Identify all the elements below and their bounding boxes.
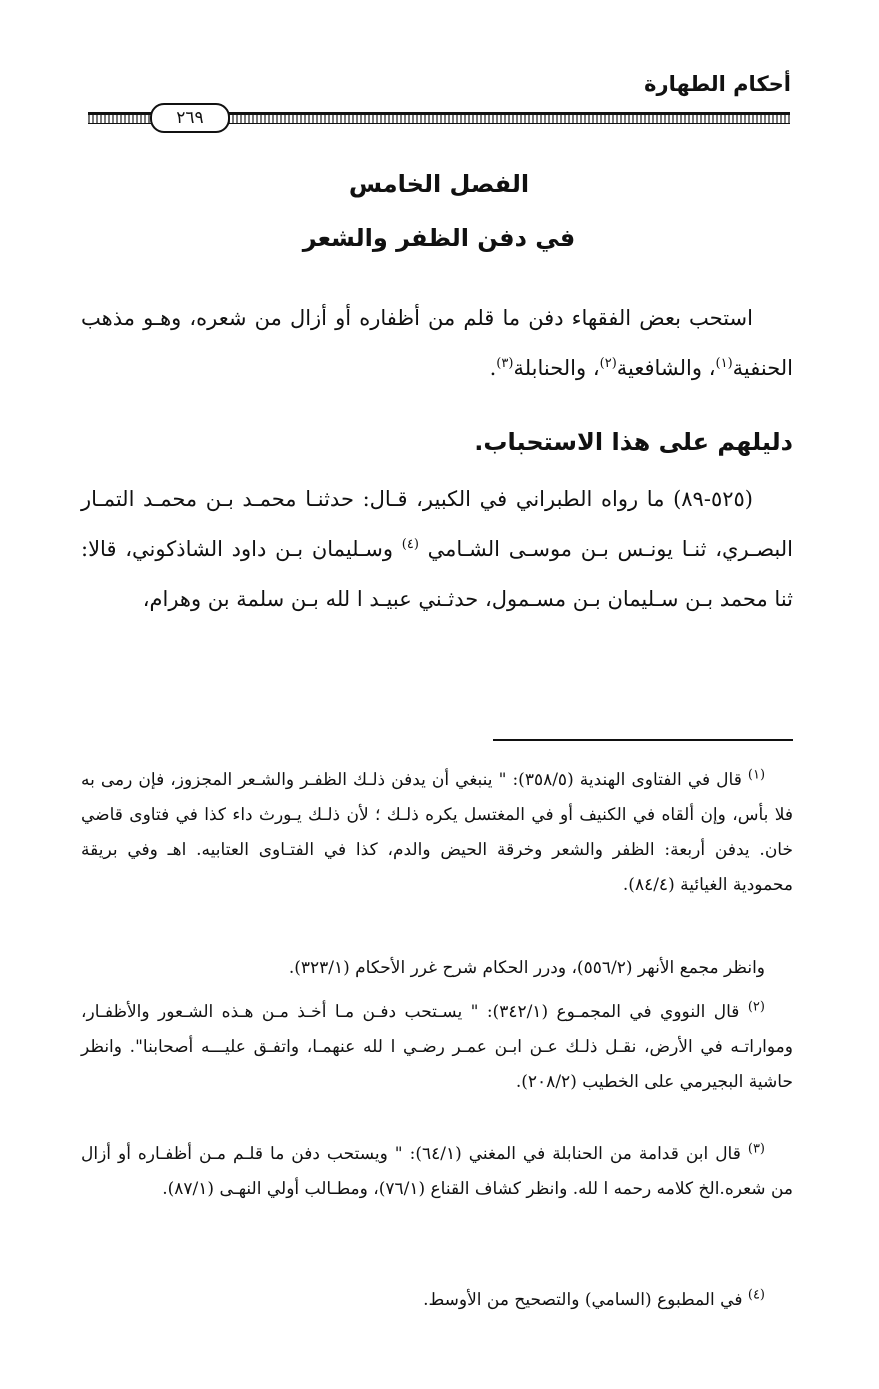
- footnote-separator: [493, 739, 793, 741]
- section-heading: دليلهم على هذا الاستحباب.: [474, 428, 793, 456]
- footnote-4-text: في المطبوع (السامي) والتصحيح من الأوسط.: [423, 1290, 743, 1310]
- footnote-1-marker: (١): [747, 767, 766, 783]
- footnote-ref-4[interactable]: (٤): [401, 537, 419, 552]
- hadith-text-b: وسـليمان بـن داود الشاذكوني، قالا: ثنا محمد بـن سـليمان بـن مسـمول، حدثـني عبيـد ا لله بـن سلمة بن وهرام،: [81, 537, 793, 611]
- footnote-ref-1[interactable]: (١): [715, 356, 733, 371]
- footnote-ref-3[interactable]: (٣): [496, 356, 514, 371]
- footnote-4: [81, 1283, 793, 1318]
- footnote-2-marker: (٢): [747, 999, 765, 1015]
- footnote-3-text: قال ابن قدامة من الحنابلة في المغني (٦٤/١): " ويستحب دفن ما قلـم مـن أظفـاره أو أزال من شعره.الخ كلامه رحمه ا لله. وانظر كشاف القناع (٧٦/١)، ومطـالب أولي النهـى (٨٧/١).: [81, 1144, 793, 1199]
- page-number: ٢٦٩: [150, 103, 230, 133]
- footnote-ref-2[interactable]: (٢): [599, 356, 617, 371]
- footnote-2-text: قال النووي في المجمـوع (٣٤٢/١): " يسـتحب دفـن مـا أخـذ مـن هـذه الشـعور والأظفـار، ومواراتـه في الأرض، نقـل ذلـك عـن ابـن عمـر رضـي ا لله عنهمـا، واتفـق عليـــه أصحابنا". وانظر حاشية البجيرمي على الخطيب (٢٠٨/٢).: [81, 1002, 793, 1092]
- footnote-1-text: قال في الفتاوى الهندية (٣٥٨/٥): " ينبغي أن يدفن ذلـك الظفـر والشـعر المجزوز، فإن رمى به فلا بأس، وإن ألقاه في الكنيف أو في المغتسل يكره ذلـك ؛ لأن ذلـك يـورث داء كذا في فتاوى قاضي خان. يدفن أربعة: الظفر والشعر وخرقة الحيض والدم، كذا في الفتـاوى العتابيه. اهـ وفي بريقة محمودية الغيائية (٨٤/٤).: [81, 770, 793, 895]
- paragraph-intro: [81, 293, 793, 393]
- footnote-1: [81, 763, 793, 903]
- footnote-1-continued: [81, 951, 793, 986]
- footnote-3-marker: (٣): [747, 1141, 765, 1157]
- footnote-2: [81, 995, 793, 1100]
- hadith-text-a: (٥٢٥-٨٩) ما رواه الطبراني في الكبير، قـال: حدثنـا محمـد بـن محمـد التمـار البصـري، ثنـا يونـس بـن موسـى الشـامي: [81, 487, 793, 561]
- running-header-title: أحكام الطهارة: [644, 72, 791, 96]
- intro-period: .: [489, 356, 497, 380]
- footnote-3: [81, 1137, 793, 1207]
- chapter-subtitle: في دفن الظفر والشعر: [302, 224, 576, 252]
- paragraph-hadith: [81, 474, 793, 624]
- intro-hanafi: مذهب الحنفية: [81, 306, 793, 380]
- footnote-1-continued-text: وانظر مجمع الأنهر (٥٥٦/٢)، ودرر الحكام شرح غرر الأحكام (٣٢٣/١).: [288, 958, 765, 978]
- intro-hanbali: ، والحنابلة: [513, 356, 600, 380]
- footnote-4-marker: (٤): [747, 1287, 765, 1303]
- intro-shafii: ، والشافعية: [616, 356, 716, 380]
- chapter-title: الفصل الخامس: [348, 170, 530, 198]
- intro-line-1: استحب بعض الفقهاء دفن ما قلم من أظفاره أو أزال من شعره، وهـو: [143, 306, 753, 330]
